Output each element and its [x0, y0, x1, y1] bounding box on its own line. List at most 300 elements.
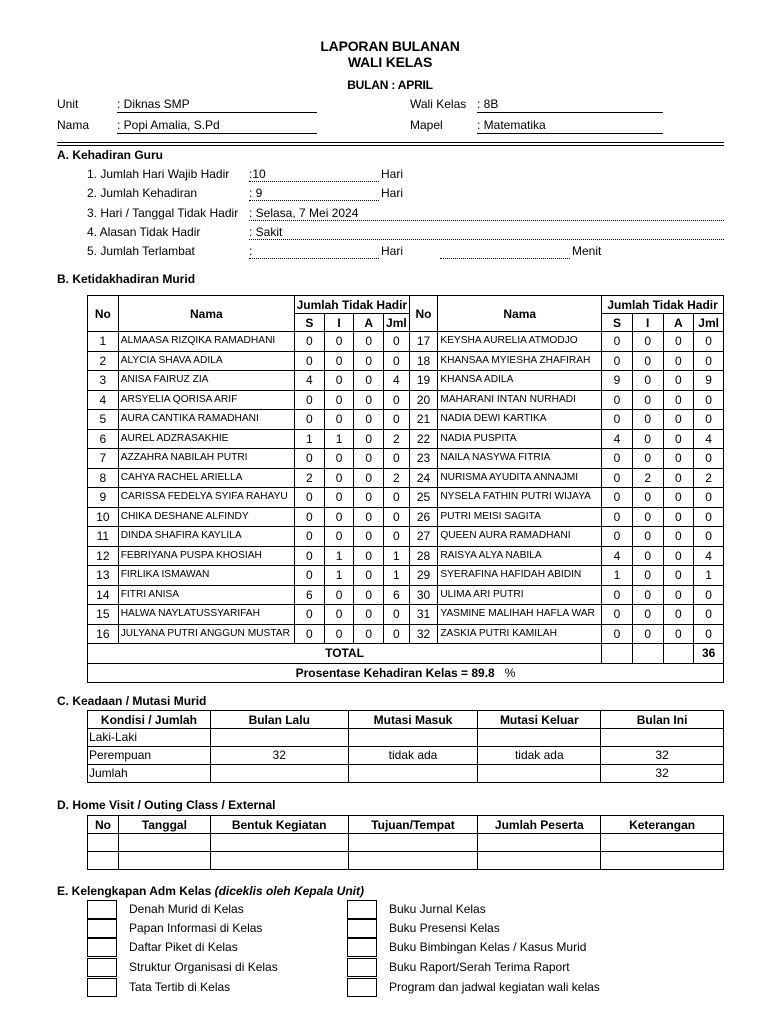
student-jml-right: 0: [694, 624, 724, 644]
a-row-5-unit2: Menit: [572, 244, 602, 258]
section-e-note: (diceklis oleh Kepala Unit): [214, 884, 364, 898]
student-nama-right: NADIA DEWI KARTIKA: [438, 410, 602, 430]
checklist-label: Daftar Piket di Kelas: [129, 940, 238, 954]
student-a-left: 0: [354, 546, 384, 566]
student-no-left: 16: [88, 624, 119, 644]
checklist-checkbox[interactable]: [347, 938, 377, 957]
student-jml-left: 4: [384, 371, 410, 391]
student-no-right: 29: [409, 566, 438, 586]
table-row: [88, 605, 724, 625]
student-a-left: 0: [354, 624, 384, 644]
student-no-right: 28: [409, 546, 438, 566]
student-no-right: 31: [409, 605, 438, 625]
table-row: [88, 507, 724, 527]
student-i-left: 0: [324, 410, 354, 430]
student-no-left: 8: [88, 468, 119, 488]
student-no-right: 21: [409, 410, 438, 430]
student-jml-right: 0: [694, 585, 724, 605]
student-s-left: 0: [295, 390, 325, 410]
mapel-value: : Matematika: [477, 118, 663, 134]
section-a-heading: A. Kehadiran Guru: [57, 148, 164, 162]
student-jml-left: 0: [384, 351, 410, 371]
mutation-cell: Jumlah: [88, 765, 211, 783]
student-i-right: 0: [632, 429, 663, 449]
student-s-right: 0: [602, 351, 633, 371]
student-no-left: 10: [88, 507, 119, 527]
student-jml-right: 0: [694, 605, 724, 625]
mutation-cell: [478, 765, 601, 783]
student-i-left: 0: [324, 332, 354, 352]
student-no-right: 25: [409, 488, 438, 508]
total-s: [602, 644, 633, 664]
student-a-left: 0: [354, 468, 384, 488]
student-jml-right: 0: [694, 488, 724, 508]
a-row-1-value: :10: [249, 167, 379, 182]
student-i-left: 0: [324, 585, 354, 605]
table-row: [88, 429, 724, 449]
student-no-left: 6: [88, 429, 119, 449]
student-a-right: 0: [663, 351, 694, 371]
student-i-right: 0: [632, 351, 663, 371]
student-i-right: 0: [632, 410, 663, 430]
student-a-right: 0: [663, 390, 694, 410]
d-col-tujuan: Tujuan/Tempat: [348, 816, 478, 834]
student-a-left: 0: [354, 390, 384, 410]
student-no-right: 20: [409, 390, 438, 410]
student-i-right: 0: [632, 390, 663, 410]
a-row-2-label: 2. Jumlah Kehadiran: [87, 186, 198, 200]
student-i-right: 2: [632, 468, 663, 488]
student-nama-left: FITRI ANISA: [118, 585, 294, 605]
col-jml-right: Jml: [694, 314, 724, 332]
student-jml-right: 4: [694, 429, 724, 449]
student-a-right: 0: [663, 449, 694, 469]
student-a-right: 0: [663, 566, 694, 586]
student-jml-left: 0: [384, 332, 410, 352]
student-i-left: 1: [324, 546, 354, 566]
student-no-right: 18: [409, 351, 438, 371]
student-nama-left: CARISSA FEDELYA SYIFA RAHAYU: [118, 488, 294, 508]
student-nama-right: RAISYA ALYA NABILA: [438, 546, 602, 566]
student-jml-left: 1: [384, 566, 410, 586]
mutation-cell: [601, 729, 724, 747]
checklist-label: Struktur Organisasi di Kelas: [129, 960, 278, 974]
table-row: [88, 468, 724, 488]
visit-table: [87, 815, 724, 870]
student-no-right: 27: [409, 527, 438, 547]
prosentase-label: Prosentase Kehadiran Kelas = 89.8: [295, 665, 495, 680]
student-nama-right: ZASKIA PUTRI KAMILAH: [438, 624, 602, 644]
student-a-left: 0: [354, 332, 384, 352]
student-a-left: 0: [354, 371, 384, 391]
total-value: 36: [694, 644, 724, 664]
student-a-left: 0: [354, 351, 384, 371]
mutation-cell: tidak ada: [478, 747, 601, 765]
student-no-right: 17: [409, 332, 438, 352]
student-a-left: 0: [354, 429, 384, 449]
student-s-left: 2: [295, 468, 325, 488]
table-row: [88, 765, 724, 783]
checklist-label: Denah Murid di Kelas: [129, 902, 244, 916]
student-no-left: 2: [88, 351, 119, 371]
prosentase-unit: %: [504, 665, 516, 680]
student-jml-left: 6: [384, 585, 410, 605]
c-col-kondisi: Kondisi / Jumlah: [88, 711, 211, 729]
student-jml-right: 0: [694, 507, 724, 527]
report-month: BULAN : APRIL: [347, 78, 433, 92]
mutation-cell: tidak ada: [348, 747, 478, 765]
student-nama-left: HALWA NAYLATUSSYARIFAH: [118, 605, 294, 625]
student-nama-right: NAILA NASYWA FITRIA: [438, 449, 602, 469]
student-s-right: 0: [602, 605, 633, 625]
a-row-5-label: 5. Jumlah Terlambat: [87, 244, 195, 258]
d-col-peserta: Jumlah Peserta: [478, 816, 601, 834]
checklist-checkbox[interactable]: [87, 938, 117, 957]
report-subtitle: WALI KELAS: [347, 54, 433, 70]
student-s-right: 9: [602, 371, 633, 391]
checklist-checkbox[interactable]: [87, 919, 117, 938]
student-nama-left: CAHYA RACHEL ARIELLA: [118, 468, 294, 488]
student-i-left: 0: [324, 488, 354, 508]
col-s-left: S: [295, 314, 325, 332]
student-nama-right: YASMINE MALIHAH HAFLA WAR: [438, 605, 602, 625]
student-s-right: 4: [602, 429, 633, 449]
student-no-left: 1: [88, 332, 119, 352]
student-a-right: 0: [663, 605, 694, 625]
student-nama-left: AZZAHRA NABILAH PUTRI: [118, 449, 294, 469]
student-s-right: 0: [602, 332, 633, 352]
table-row: [88, 332, 724, 352]
col-group-right: Jumlah Tidak Hadir: [602, 296, 724, 314]
col-nama-right: Nama: [438, 296, 602, 332]
mutation-cell: [210, 729, 348, 747]
student-no-right: 30: [409, 585, 438, 605]
col-s-right: S: [602, 314, 633, 332]
student-s-left: 0: [295, 605, 325, 625]
nama-value: : Popi Amalia, S.Pd: [117, 118, 317, 134]
student-s-left: 0: [295, 351, 325, 371]
wali-kelas-label: Wali Kelas: [410, 97, 467, 111]
student-s-left: 1: [295, 429, 325, 449]
student-s-right: 4: [602, 546, 633, 566]
student-i-left: 0: [324, 507, 354, 527]
checklist-checkbox[interactable]: [347, 958, 377, 977]
student-s-left: 0: [295, 546, 325, 566]
section-e-title: E. Kelengkapan Adm Kelas: [57, 884, 215, 898]
student-nama-left: FIRLIKA ISMAWAN: [118, 566, 294, 586]
student-i-right: 0: [632, 507, 663, 527]
wali-kelas-value: : 8B: [477, 97, 663, 113]
table-row: [88, 624, 724, 644]
student-a-left: 0: [354, 507, 384, 527]
c-col-bulan-lalu: Bulan Lalu: [210, 711, 348, 729]
report-title: LAPORAN BULANAN: [320, 38, 460, 54]
student-nama-left: CHIKA DESHANE ALFINDY: [118, 507, 294, 527]
table-row: [88, 410, 724, 430]
student-no-left: 4: [88, 390, 119, 410]
student-s-right: 0: [602, 507, 633, 527]
mutation-cell: Laki-Laki: [88, 729, 211, 747]
student-jml-right: 9: [694, 371, 724, 391]
checklist-checkbox[interactable]: [87, 958, 117, 977]
d-col-keterangan: Keterangan: [601, 816, 724, 834]
student-i-right: 0: [632, 605, 663, 625]
checklist-checkbox[interactable]: [347, 919, 377, 938]
col-i-right: I: [632, 314, 663, 332]
header-divider: [57, 142, 724, 146]
student-jml-left: 0: [384, 488, 410, 508]
student-no-left: 15: [88, 605, 119, 625]
student-no-left: 3: [88, 371, 119, 391]
student-s-left: 4: [295, 371, 325, 391]
student-i-left: 0: [324, 527, 354, 547]
student-a-right: 0: [663, 468, 694, 488]
student-jml-right: 0: [694, 390, 724, 410]
col-nama-left: Nama: [118, 296, 294, 332]
table-row: [88, 527, 724, 547]
section-c-heading: C. Keadaan / Mutasi Murid: [57, 694, 207, 708]
student-s-right: 0: [602, 390, 633, 410]
nama-label: Nama: [57, 118, 90, 132]
student-nama-right: NADIA PUSPITA: [438, 429, 602, 449]
mutation-cell: 32: [601, 765, 724, 783]
student-a-right: 0: [663, 624, 694, 644]
student-jml-left: 0: [384, 624, 410, 644]
table-row: [88, 546, 724, 566]
student-i-left: 0: [324, 624, 354, 644]
mapel-label: Mapel: [410, 118, 443, 132]
student-s-right: 0: [602, 410, 633, 430]
student-s-right: 0: [602, 624, 633, 644]
mutation-cell: [348, 729, 478, 747]
student-jml-right: 0: [694, 527, 724, 547]
a-row-2-value: : 9: [249, 186, 379, 201]
student-nama-right: ULIMA ARI PUTRI: [438, 585, 602, 605]
student-i-left: 0: [324, 351, 354, 371]
student-no-right: 24: [409, 468, 438, 488]
student-jml-right: 1: [694, 566, 724, 586]
a-row-1-unit: Hari: [381, 167, 404, 181]
student-jml-left: 0: [384, 605, 410, 625]
student-a-left: 0: [354, 488, 384, 508]
checklist-checkbox[interactable]: [347, 900, 377, 919]
a-row-4-label: 4. Alasan Tidak Hadir: [87, 225, 201, 239]
mutation-cell: [348, 765, 478, 783]
student-nama-left: JULYANA PUTRI ANGGUN MUSTAR: [118, 624, 294, 644]
student-nama-right: SYERAFINA HAFIDAH ABIDIN: [438, 566, 602, 586]
section-b-heading: B. Ketidakhadiran Murid: [57, 272, 196, 286]
student-s-left: 0: [295, 527, 325, 547]
student-jml-right: 0: [694, 332, 724, 352]
mutation-cell: [210, 765, 348, 783]
student-s-right: 0: [602, 527, 633, 547]
a-row-3-value: : Selasa, 7 Mei 2024: [249, 206, 724, 221]
a-row-2-unit: Hari: [381, 186, 404, 200]
checklist-label: Buku Jurnal Kelas: [389, 902, 486, 916]
student-jml-right: 4: [694, 546, 724, 566]
student-no-left: 7: [88, 449, 119, 469]
student-s-left: 0: [295, 507, 325, 527]
col-no-left: No: [88, 296, 119, 332]
student-a-left: 0: [354, 566, 384, 586]
student-a-left: 0: [354, 449, 384, 469]
student-no-right: 19: [409, 371, 438, 391]
student-jml-left: 1: [384, 546, 410, 566]
checklist-label: Program dan jadwal kegiatan wali kelas: [389, 980, 600, 994]
student-no-left: 12: [88, 546, 119, 566]
table-row: [88, 834, 724, 852]
mutation-table: [87, 710, 724, 783]
student-nama-right: KEYSHA AURELIA ATMODJO: [438, 332, 602, 352]
total-a: [663, 644, 694, 664]
student-s-left: 0: [295, 410, 325, 430]
col-a-right: A: [663, 314, 694, 332]
student-a-right: 0: [663, 429, 694, 449]
table-row: [88, 351, 724, 371]
table-row: [88, 488, 724, 508]
student-nama-right: NURISMA AYUDITA ANNAJMI: [438, 468, 602, 488]
mutation-cell: Perempuan: [88, 747, 211, 765]
student-a-left: 0: [354, 410, 384, 430]
student-jml-left: 0: [384, 390, 410, 410]
total-label: TOTAL: [88, 644, 602, 664]
col-no-right: No: [409, 296, 438, 332]
student-no-left: 13: [88, 566, 119, 586]
col-jml-left: Jml: [384, 314, 410, 332]
student-i-left: 0: [324, 371, 354, 391]
student-jml-left: 2: [384, 468, 410, 488]
table-row: [88, 747, 724, 765]
student-a-right: 0: [663, 488, 694, 508]
col-a-left: A: [354, 314, 384, 332]
student-a-right: 0: [663, 410, 694, 430]
student-i-right: 0: [632, 566, 663, 586]
student-nama-left: ALYCIA SHAVA ADILA: [118, 351, 294, 371]
student-s-left: 0: [295, 488, 325, 508]
student-jml-left: 2: [384, 429, 410, 449]
student-no-left: 5: [88, 410, 119, 430]
student-nama-right: PUTRI MEISI SAGITA: [438, 507, 602, 527]
section-d-heading: D. Home Visit / Outing Class / External: [57, 798, 276, 812]
student-a-right: 0: [663, 585, 694, 605]
student-jml-right: 0: [694, 410, 724, 430]
checklist-checkbox[interactable]: [87, 978, 117, 997]
student-i-right: 0: [632, 371, 663, 391]
student-a-right: 0: [663, 527, 694, 547]
student-no-right: 26: [409, 507, 438, 527]
student-nama-left: ARSYELIA QORISA ARIF: [118, 390, 294, 410]
student-s-left: 0: [295, 624, 325, 644]
student-i-left: 0: [324, 390, 354, 410]
a-row-3-label: 3. Hari / Tanggal Tidak Hadir: [87, 206, 239, 220]
student-jml-left: 0: [384, 410, 410, 430]
c-col-mutasi-masuk: Mutasi Masuk: [348, 711, 478, 729]
c-col-bulan-ini: Bulan Ini: [601, 711, 724, 729]
student-jml-right: 0: [694, 351, 724, 371]
col-i-left: I: [324, 314, 354, 332]
student-i-left: 1: [324, 566, 354, 586]
checklist-label: Papan Informasi di Kelas: [129, 921, 263, 935]
student-s-left: 6: [295, 585, 325, 605]
student-i-left: 1: [324, 429, 354, 449]
student-no-right: 32: [409, 624, 438, 644]
student-s-right: 0: [602, 488, 633, 508]
table-row: [88, 371, 724, 391]
student-nama-right: KHANSA ADILA: [438, 371, 602, 391]
col-group-left: Jumlah Tidak Hadir: [295, 296, 410, 314]
checklist-checkbox[interactable]: [87, 900, 117, 919]
checklist-label: Tata Tertib di Kelas: [129, 980, 231, 994]
a-row-4-value: : Sakit: [249, 225, 724, 240]
student-s-right: 0: [602, 585, 633, 605]
student-nama-right: MAHARANI INTAN NURHADI: [438, 390, 602, 410]
student-nama-left: FEBRIYANA PUSPA KHOSIAH: [118, 546, 294, 566]
student-jml-right: 0: [694, 449, 724, 469]
total-i: [632, 644, 663, 664]
student-i-right: 0: [632, 527, 663, 547]
d-col-no: No: [88, 816, 119, 834]
student-s-left: 0: [295, 332, 325, 352]
student-s-right: 0: [602, 449, 633, 469]
student-i-right: 0: [632, 488, 663, 508]
student-s-right: 0: [602, 468, 633, 488]
student-nama-left: ALMAASA RIZQIKA RAMADHANI: [118, 332, 294, 352]
section-e-heading: [57, 884, 364, 898]
student-no-right: 23: [409, 449, 438, 469]
student-jml-left: 0: [384, 449, 410, 469]
mutation-cell: [478, 729, 601, 747]
student-no-left: 14: [88, 585, 119, 605]
student-jml-right: 2: [694, 468, 724, 488]
student-no-left: 9: [88, 488, 119, 508]
student-jml-left: 0: [384, 527, 410, 547]
a-row-5-minutes-field: [440, 244, 570, 259]
table-row: [88, 852, 724, 870]
student-s-left: 0: [295, 566, 325, 586]
student-a-left: 0: [354, 527, 384, 547]
student-a-left: 0: [354, 585, 384, 605]
student-no-right: 22: [409, 429, 438, 449]
student-a-right: 0: [663, 332, 694, 352]
student-nama-left: DINDA SHAFIRA KAYLILA: [118, 527, 294, 547]
a-row-1-label: 1. Jumlah Hari Wajib Hadir: [87, 167, 230, 181]
student-i-right: 0: [632, 585, 663, 605]
table-row: [88, 449, 724, 469]
student-no-left: 11: [88, 527, 119, 547]
student-i-right: 0: [632, 449, 663, 469]
student-jml-left: 0: [384, 507, 410, 527]
student-s-left: 0: [295, 449, 325, 469]
checklist-checkbox[interactable]: [347, 978, 377, 997]
d-col-tanggal: Tanggal: [118, 816, 210, 834]
table-row: [88, 729, 724, 747]
student-i-left: 0: [324, 468, 354, 488]
student-a-right: 0: [663, 507, 694, 527]
student-a-left: 0: [354, 605, 384, 625]
absence-table: [87, 295, 724, 683]
checklist-label: Buku Bimbingan Kelas / Kasus Murid: [389, 940, 587, 954]
mutation-cell: 32: [210, 747, 348, 765]
student-nama-left: AUREL ADZRASAKHIE: [118, 429, 294, 449]
student-i-left: 0: [324, 605, 354, 625]
checklist-label: Buku Presensi Kelas: [389, 921, 500, 935]
prosentase-row: [88, 663, 724, 683]
table-row: [88, 566, 724, 586]
student-nama-left: ANISA FAIRUZ ZIA: [118, 371, 294, 391]
table-row: [88, 390, 724, 410]
student-a-right: 0: [663, 371, 694, 391]
unit-value: : Diknas SMP: [117, 97, 317, 113]
